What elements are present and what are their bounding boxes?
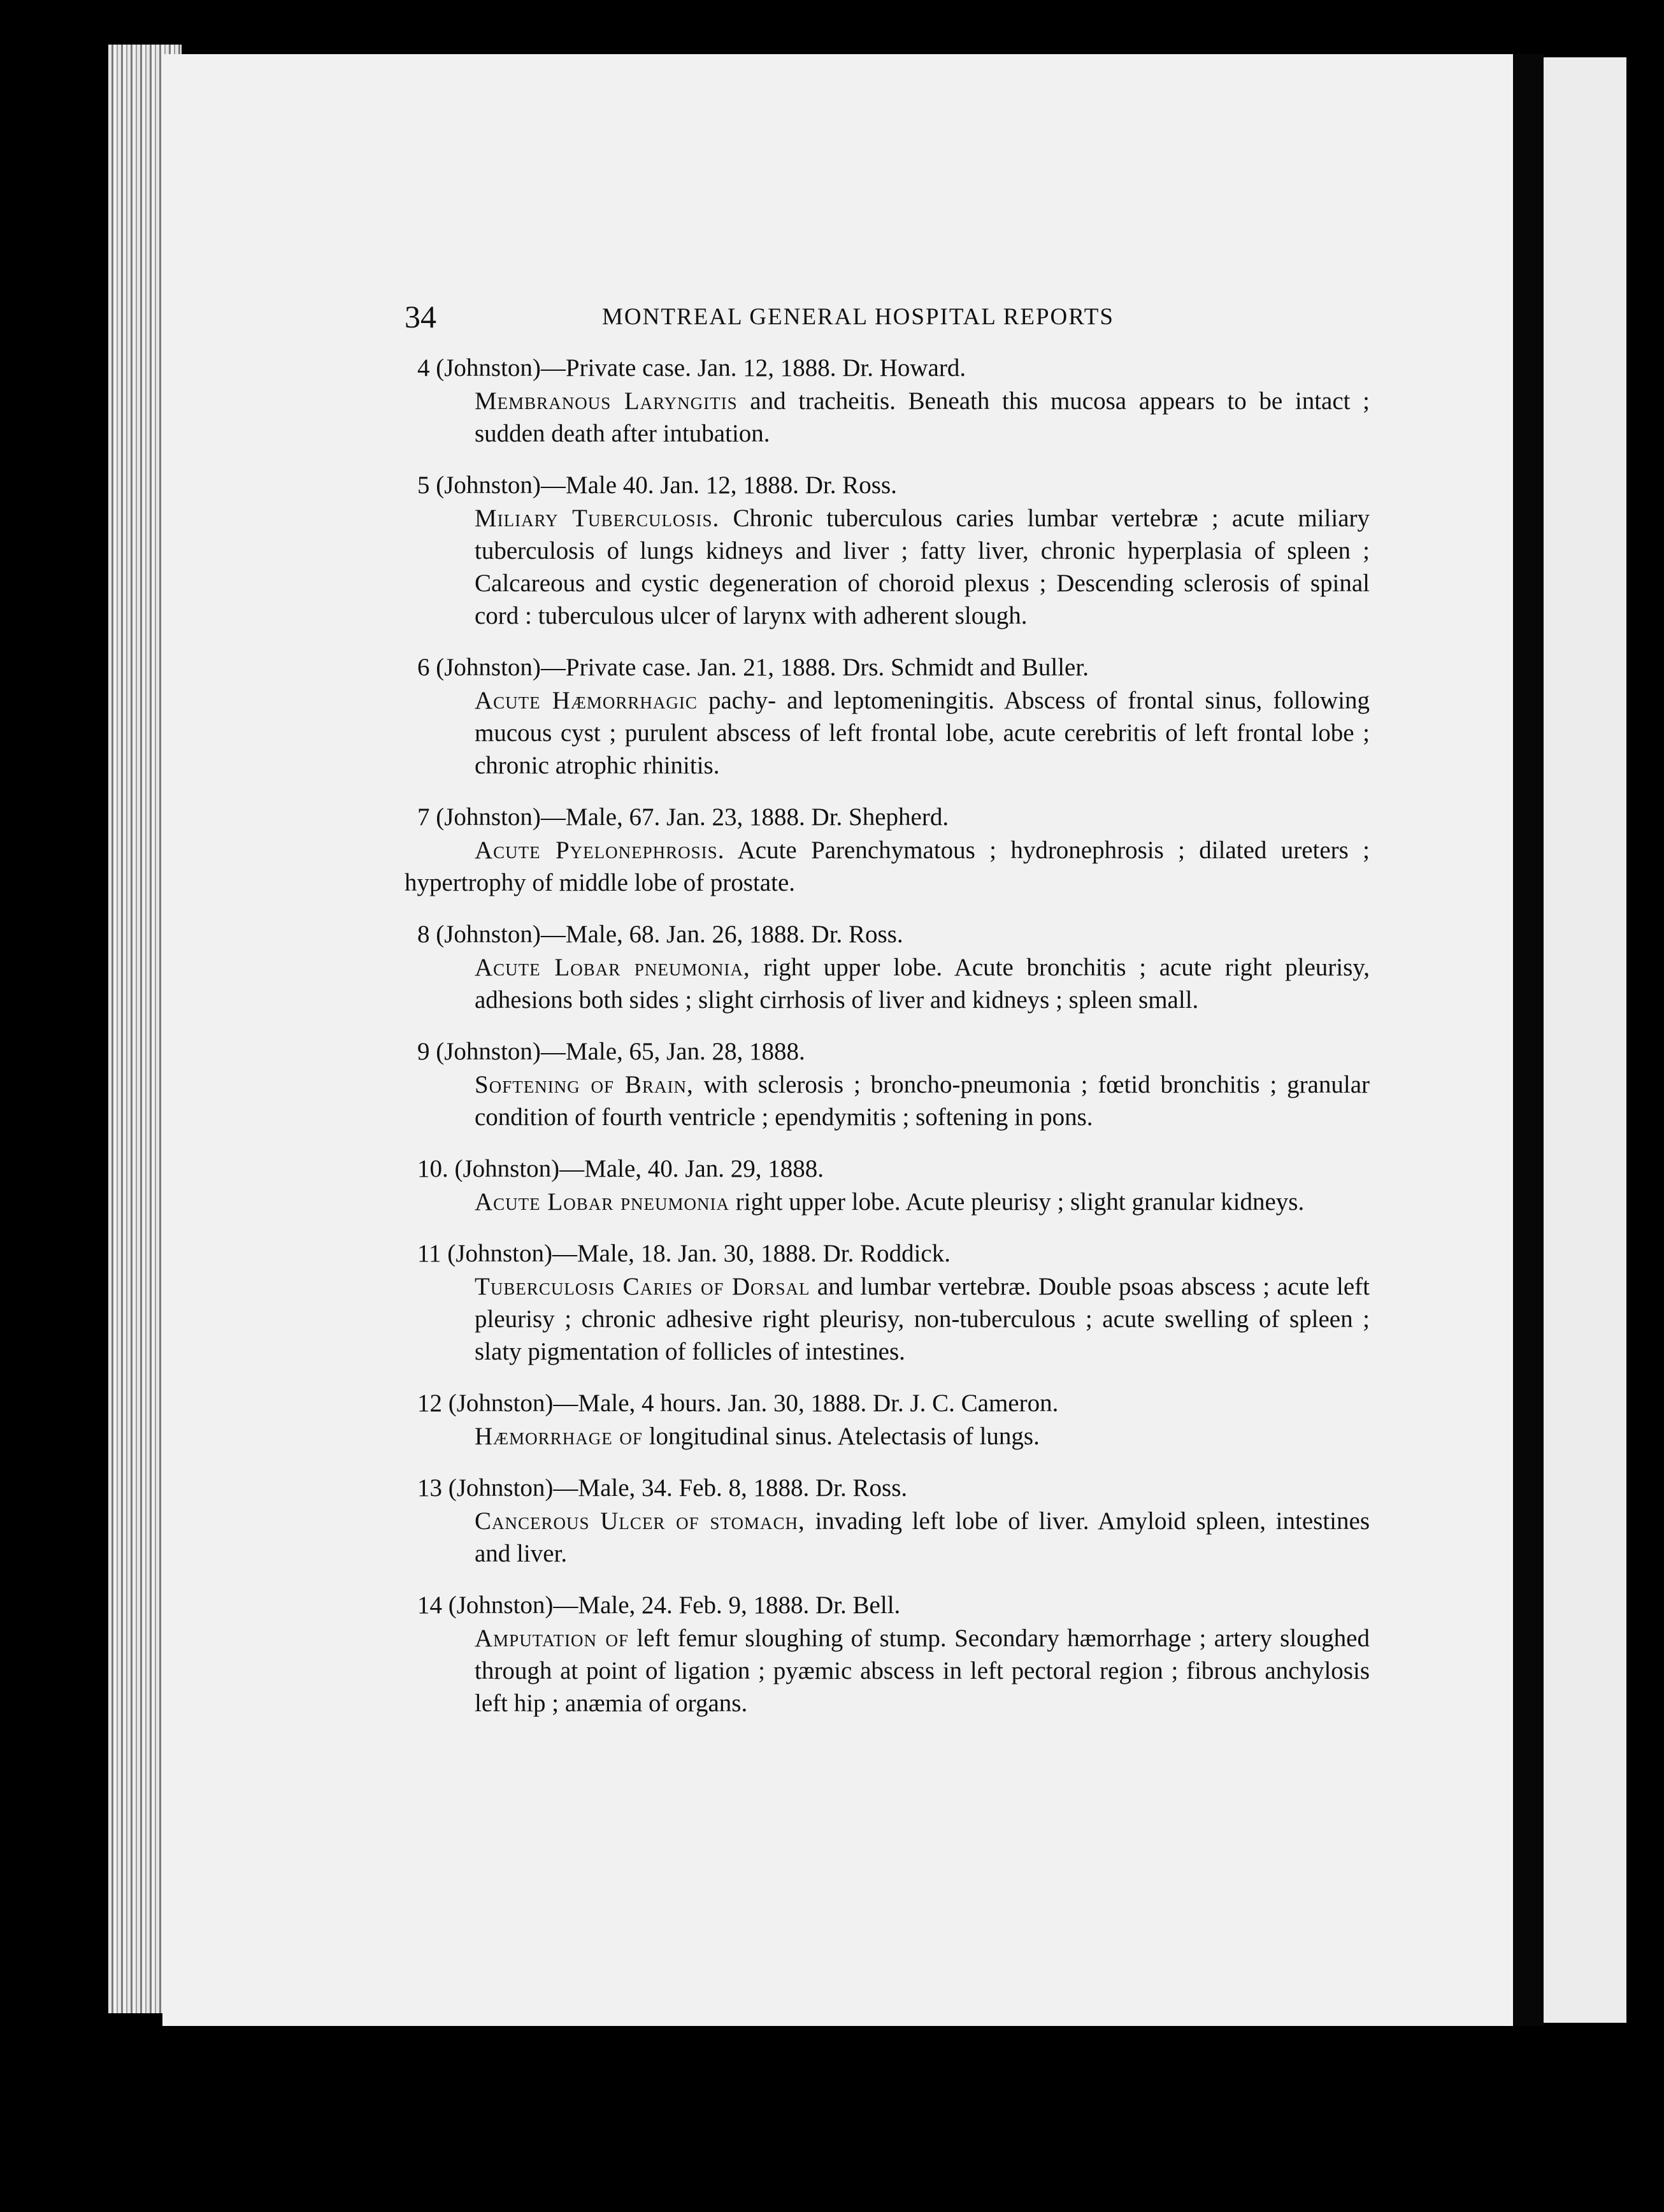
case-diagnosis: Acute Lobar pneumonia, [475, 954, 750, 981]
case-heading: 4 (Johnston)—Private case. Jan. 12, 1888. Dr. Howard. [417, 354, 966, 382]
case-text: right upper lobe. Acute bronchitis ; acute right pleurisy, adhesions both sides ; slight cirrhosis of liver and kidneys ; spleen small. [475, 954, 1370, 1014]
case-diagnosis: Miliary Tuberculosis. [475, 505, 720, 532]
case-entry [405, 352, 1373, 450]
case-entry [405, 1589, 1373, 1720]
page-number: 34 [405, 299, 436, 334]
case-findings [405, 1505, 1370, 1570]
case-heading: 11 (Johnston)—Male, 18. Jan. 30, 1888. Dr. Roddick. [417, 1240, 950, 1267]
book-gutter [1513, 54, 1544, 2026]
case-entry [405, 651, 1373, 782]
case-text: Acute Parenchymatous ; hydronephrosis ; dilated ureters ; hypertrophy of middle lobe of prostate. [405, 837, 1370, 896]
case-diagnosis: Acute Lobar pneumonia [475, 1188, 729, 1216]
case-diagnosis: Amputation of [475, 1625, 629, 1652]
case-diagnosis: Membranous Laryngitis [475, 387, 738, 415]
case-text: and lumbar vertebræ. Double psoas abscess ; acute left pleurisy ; chronic adhesive right pleurisy, non-tuberculous ; acute swelling of spleen ; slaty pigmentation of follicles of intestines. [475, 1273, 1370, 1365]
case-findings [405, 1622, 1370, 1720]
case-entry [405, 801, 1373, 899]
case-findings [405, 1186, 1370, 1218]
case-diagnosis: Acute Hæmorrhagic [475, 687, 698, 714]
case-heading: 14 (Johnston)—Male, 24. Feb. 9, 1888. Dr. Bell. [417, 1591, 901, 1619]
scan-border [1626, 76, 1664, 2013]
case-heading: 5 (Johnston)—Male 40. Jan. 12, 1888. Dr. Ross. [417, 471, 897, 499]
case-heading: 13 (Johnston)—Male, 34. Feb. 8, 1888. Dr. Ross. [417, 1474, 908, 1502]
case-heading: 9 (Johnston)—Male, 65, Jan. 28, 1888. [417, 1038, 805, 1065]
case-findings [405, 1270, 1370, 1368]
case-list [405, 352, 1373, 1739]
case-heading: 10. (Johnston)—Male, 40. Jan. 29, 1888. [417, 1155, 824, 1182]
case-text: invading left lobe of liver. Amyloid spleen, intestines and liver. [475, 1507, 1370, 1567]
case-diagnosis: Cancerous Ulcer of stomach, [475, 1507, 805, 1535]
case-entry [405, 469, 1373, 632]
running-title: MONTREAL GENERAL HOSPITAL REPORTS [602, 304, 1114, 330]
case-entry [405, 1472, 1373, 1570]
facing-page-edge [1544, 57, 1626, 2023]
case-findings [405, 1420, 1370, 1453]
case-findings [405, 951, 1370, 1016]
case-heading: 8 (Johnston)—Male, 68. Jan. 26, 1888. Dr. Ross. [417, 921, 903, 948]
case-entry [405, 1153, 1373, 1218]
case-entry [405, 1387, 1373, 1453]
case-text: and tracheitis. Beneath this mucosa appears to be intact ; sudden death after intubation. [475, 387, 1370, 447]
case-heading: 7 (Johnston)—Male, 67. Jan. 23, 1888. Dr. Shepherd. [417, 803, 949, 831]
page-header [405, 298, 1210, 334]
case-text: with sclerosis ; broncho-pneumonia ; fœtid bronchitis ; granular condition of fourth ventricle ; ependymitis ; softening in pons. [475, 1071, 1370, 1131]
case-diagnosis: Hæmorrhage of [475, 1423, 643, 1450]
case-findings [405, 834, 1370, 899]
case-text: left femur sloughing of stump. Secondary hæmorrhage ; artery sloughed through at point of ligation ; pyæmic abscess in left pectoral region ; fibrous anchylosis left hip ; anæmia of organs. [475, 1625, 1370, 1717]
case-diagnosis: Acute Pyelonephrosis. [475, 837, 725, 864]
case-heading: 6 (Johnston)—Private case. Jan. 21, 1888. Drs. Schmidt and Buller. [417, 654, 1089, 681]
case-findings [405, 502, 1370, 632]
case-heading: 12 (Johnston)—Male, 4 hours. Jan. 30, 1888. Dr. J. C. Cameron. [417, 1390, 1059, 1417]
case-findings [405, 1068, 1370, 1133]
case-text: Chronic tuberculous caries lumbar vertebræ ; acute miliary tuberculosis of lungs kidneys and liver ; fatty liver, chronic hyperplasia of spleen ; Calcareous and cystic degeneration of choroid plexus ; Descending sclerosis of spinal cord : tuberculous ulcer of larynx with adherent slough. [475, 505, 1370, 629]
case-entry [405, 1237, 1373, 1368]
case-diagnosis: Tuberculosis Caries of Dorsal [475, 1273, 810, 1300]
case-findings [405, 684, 1370, 782]
case-findings [405, 385, 1370, 450]
case-diagnosis: Softening of Brain, [475, 1071, 694, 1098]
case-entry [405, 1035, 1373, 1133]
case-entry [405, 918, 1373, 1016]
case-text: pachy- and leptomeningitis. Abscess of frontal sinus, following mucous cyst ; purulent abscess of left frontal lobe, acute cerebritis of left frontal lobe ; chronic atrophic rhinitis. [475, 687, 1370, 779]
case-text: right upper lobe. Acute pleurisy ; slight granular kidneys. [729, 1188, 1305, 1216]
case-text: longitudinal sinus. Atelectasis of lungs. [642, 1423, 1040, 1450]
